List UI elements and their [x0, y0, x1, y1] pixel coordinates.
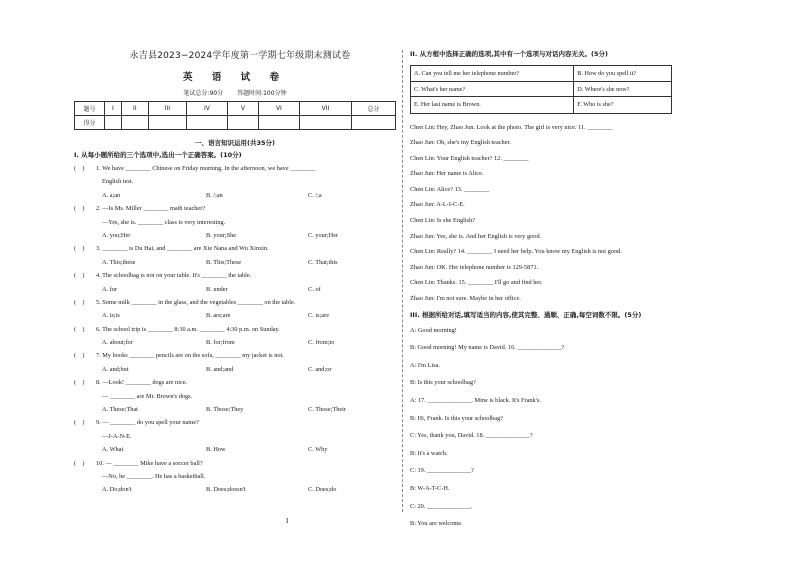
answer-option: A. a;an [102, 191, 121, 199]
question-stem [74, 296, 396, 309]
answer-option: B. are;are [206, 312, 231, 320]
question-continuation: —J-A-N-E. [102, 432, 132, 440]
question-text: 7. My books ________ pencils are on the sofa, ________ my jacket is not. [96, 352, 284, 360]
dialogue-line: Zhao Jun: I'm not sure. Maybe in her office. [410, 295, 521, 303]
score-cell[interactable] [228, 116, 259, 130]
answer-option: C. your;Her [308, 231, 339, 239]
dialogue-line: Zhao Jun: Her name is Alice. [410, 170, 484, 178]
score-header-cell: VII [300, 102, 352, 116]
answer-option: C. /;a [308, 191, 322, 199]
question-text: 1. We have ________ Chinese on Friday morning. In the afternoon, we have ________ [96, 165, 316, 172]
answer-option: C. of [308, 285, 321, 293]
exam-subject: 英 语 试 卷 [183, 72, 287, 83]
answer-option: A. Do;don't [102, 486, 132, 494]
section-1-title: 一、语言知识运用(共35分) [195, 139, 275, 147]
question-options [74, 256, 396, 269]
score-cell[interactable] [186, 116, 227, 130]
question-text: 6. The school trip is ________ 8:30 a.m. ________ 4:30 p.m. on Sunday. [96, 325, 280, 333]
dialogue-line: Zhao Jun: A-L-I-C-E. [410, 201, 465, 209]
options-row [411, 82, 671, 98]
dialogue-line: Zhao Jun: Oh, she's my English teacher. [410, 139, 511, 147]
question-stem [74, 202, 396, 215]
options-row [411, 66, 671, 82]
question-stem [74, 162, 396, 175]
question-stem [74, 416, 396, 429]
answer-time: 答题时间:100分钟 [237, 90, 287, 97]
dialogue-line: Chen Lin: Alice? 13. ________ [410, 185, 490, 193]
question-continuation: —No, he ________. He has a basketball. [102, 472, 206, 480]
question-options [74, 403, 396, 416]
option-c: C. What's her name? [411, 82, 574, 97]
answer-option: A. This;these [102, 258, 136, 266]
question-stem [74, 457, 396, 470]
question-stem [74, 242, 396, 255]
question-text: 5. Some milk ________ in the glass, and the vegetables ________ on the table. [96, 298, 296, 306]
right-column [410, 48, 680, 533]
answer-option: B. under [206, 285, 228, 293]
question-stem [74, 323, 396, 336]
part-2-intro: II. 从方框中选择正确的选项,其中有一个选项与对话内容无关。(5分) [410, 50, 609, 58]
option-e: E. Her last name is Brown. [411, 97, 574, 113]
dialogue-line: C: 19. ______________? [410, 467, 474, 475]
answer-option: A. about;for [102, 339, 133, 347]
answer-option: A. and;but [102, 365, 129, 373]
answer-option: B. your;She [206, 231, 237, 239]
answer-option: B. Does;doesn't [206, 486, 246, 494]
dialogue-line: A: 17. ______________. Mine is black. It's Frank's. [410, 397, 541, 404]
answer-option: C. from;to [308, 339, 335, 347]
answer-option: A. These;That [102, 406, 138, 414]
score-header-cell: IV [186, 102, 227, 116]
options-box [410, 65, 672, 114]
answer-option: A. you;Her [102, 231, 131, 239]
option-a: A. Can you tell me her telephone number? [411, 66, 574, 81]
column-divider [402, 50, 403, 512]
question-text: 8. —Look! ________ dogs are nice. [96, 379, 188, 387]
dialogue-line: B: Hi, Frank. Is this your schoolbag? [410, 414, 504, 422]
dialogue-line: B: You are welcome. [410, 520, 463, 528]
answer-option: C. Those;Their [308, 406, 347, 414]
question-continuation: English test. [102, 178, 134, 186]
answer-option: C. is;are [308, 312, 329, 320]
score-header-cell: VI [258, 102, 299, 116]
answer-option: B. This;These [206, 258, 242, 266]
score-header-cell: V [228, 102, 259, 116]
question-options [74, 229, 396, 242]
question-options [74, 309, 396, 322]
dialogue-line: Chen Lin: Your English teacher? 12. ________ [410, 154, 529, 162]
question-stem [74, 376, 396, 389]
dialogue-line: C: 20. ______________. [410, 502, 473, 510]
answer-blank[interactable]: ( ) [74, 245, 85, 253]
dialogue-line: Chen Lin: Is she English? [410, 217, 476, 225]
score-cell[interactable] [258, 116, 299, 130]
score-table-header-row [75, 102, 396, 116]
answer-option: B. How [206, 446, 226, 454]
mcq-list [74, 162, 396, 497]
answer-blank[interactable]: ( ) [74, 459, 85, 467]
dialogue-3 [410, 322, 680, 533]
dialogue-line: B: Is this your schoolbag? [410, 379, 476, 387]
answer-option: C. Does;do [308, 486, 337, 494]
answer-blank[interactable]: ( ) [74, 379, 85, 387]
score-cell[interactable] [300, 116, 352, 130]
answer-option: A. is;is [102, 312, 120, 320]
question-text: 10. — ________ Mike have a soccer ball? [96, 459, 203, 467]
score-header-cell: 总分 [352, 102, 396, 116]
answer-option: B. and;and [206, 365, 234, 373]
question-options [74, 443, 396, 456]
exam-meta [74, 88, 396, 97]
dialogue-line: A: I'm Lisa. [410, 361, 440, 369]
question-options [74, 363, 396, 376]
score-header-cell: II [121, 102, 148, 116]
answer-blank[interactable]: ( ) [74, 298, 85, 306]
dialogue-line: Zhao Jun: OK. Her telephone number is 129-5871. [410, 263, 539, 271]
score-cell[interactable] [352, 116, 396, 130]
part-1-intro: I. 从每小题所给的三个选项中,选出一个正确答案。(10分) [74, 151, 242, 159]
answer-option: A. for [102, 285, 118, 293]
question-stem [74, 349, 396, 362]
question-continuation: —Yes, she is. ________ class is very interesting. [102, 218, 226, 226]
page-number: I [286, 517, 289, 525]
answer-option: B. /;an [206, 191, 223, 199]
answer-option: B. Those;They [206, 406, 244, 414]
score-table-score-row [75, 116, 396, 130]
option-d: D. Where's she now? [577, 85, 630, 93]
answer-blank[interactable]: ( ) [74, 272, 85, 280]
dialogue-line: C: Yes, thank you, David. 18. ______________? [410, 432, 533, 440]
answer-option: C. and;or [308, 365, 332, 373]
dialogue-line: B: Good morning! My name is David. 16. ______________? [410, 344, 565, 352]
answer-blank[interactable]: ( ) [74, 205, 85, 213]
exam-title: 永吉县2023−2024学年度第一学期七年级期末测试卷 [129, 51, 351, 61]
left-column [74, 48, 396, 497]
answer-option: C. Why [308, 446, 328, 454]
answer-option: A. What [102, 446, 124, 454]
question-options [74, 283, 396, 296]
question-continuation: — ________ are Mr. Brown's dogs. [102, 392, 193, 400]
answer-blank[interactable]: ( ) [74, 325, 85, 333]
dialogue-line: Chen Lin: Thanks. 15. ________ I'll go and find her. [410, 279, 543, 287]
dialogue-line: A: Good morning! [410, 326, 457, 334]
answer-blank[interactable]: ( ) [74, 419, 85, 427]
answer-blank[interactable]: ( ) [74, 165, 85, 172]
dialogue-line: Chen Lin: Hey, Zhao Jun. Look at the photo. The girl is very nice. 11. ________ [410, 123, 613, 131]
question-options [74, 483, 396, 496]
part-3-intro: III. 根据所给对话,填写适当的内容,使其完整、通顺、正确,每空词数不限。(5分) [410, 310, 642, 319]
answer-option: C. That;this [308, 258, 338, 266]
question-text: 9. — ________ do you spell your name? [96, 419, 199, 427]
dialogue-2 [410, 120, 680, 307]
option-f: F. Who is she? [577, 101, 614, 108]
answer-blank[interactable]: ( ) [74, 352, 85, 360]
dialogue-line: B: It's a watch. [410, 449, 448, 457]
question-options [74, 189, 396, 202]
option-b: B. How do you spell it? [577, 70, 637, 77]
dialogue-line: B: W-A-T-C-H. [410, 484, 450, 492]
score-header-cell: III [148, 102, 186, 116]
question-text: 4. The schoolbag is not on your table. It's ________ the table. [96, 272, 252, 280]
score-table [74, 101, 396, 130]
question-text: 3. ________ is Du Hai, and ________ are Xie Nana and Wu Xinxin. [96, 245, 269, 253]
question-options [74, 336, 396, 349]
question-text: 2. —Is Ms. Miller ________ math teacher? [96, 205, 206, 213]
dialogue-line: Zhao Jun: Yes, she is. And her English is very good. [410, 232, 542, 240]
score-row-label: 得分 [75, 116, 105, 130]
dialogue-line: Chen Lin: Really? 14. ________ I need her help. You know my English is not good. [410, 248, 622, 256]
score-total: 笔试总分:90分 [183, 90, 224, 97]
answer-option: B. for;from [206, 339, 235, 347]
score-cell[interactable] [105, 116, 122, 130]
score-header-cell: 题号 [75, 102, 105, 116]
score-header-cell: I [105, 102, 122, 116]
score-cell[interactable] [148, 116, 186, 130]
question-stem [74, 269, 396, 282]
score-cell[interactable] [121, 116, 148, 130]
options-row [411, 97, 671, 113]
